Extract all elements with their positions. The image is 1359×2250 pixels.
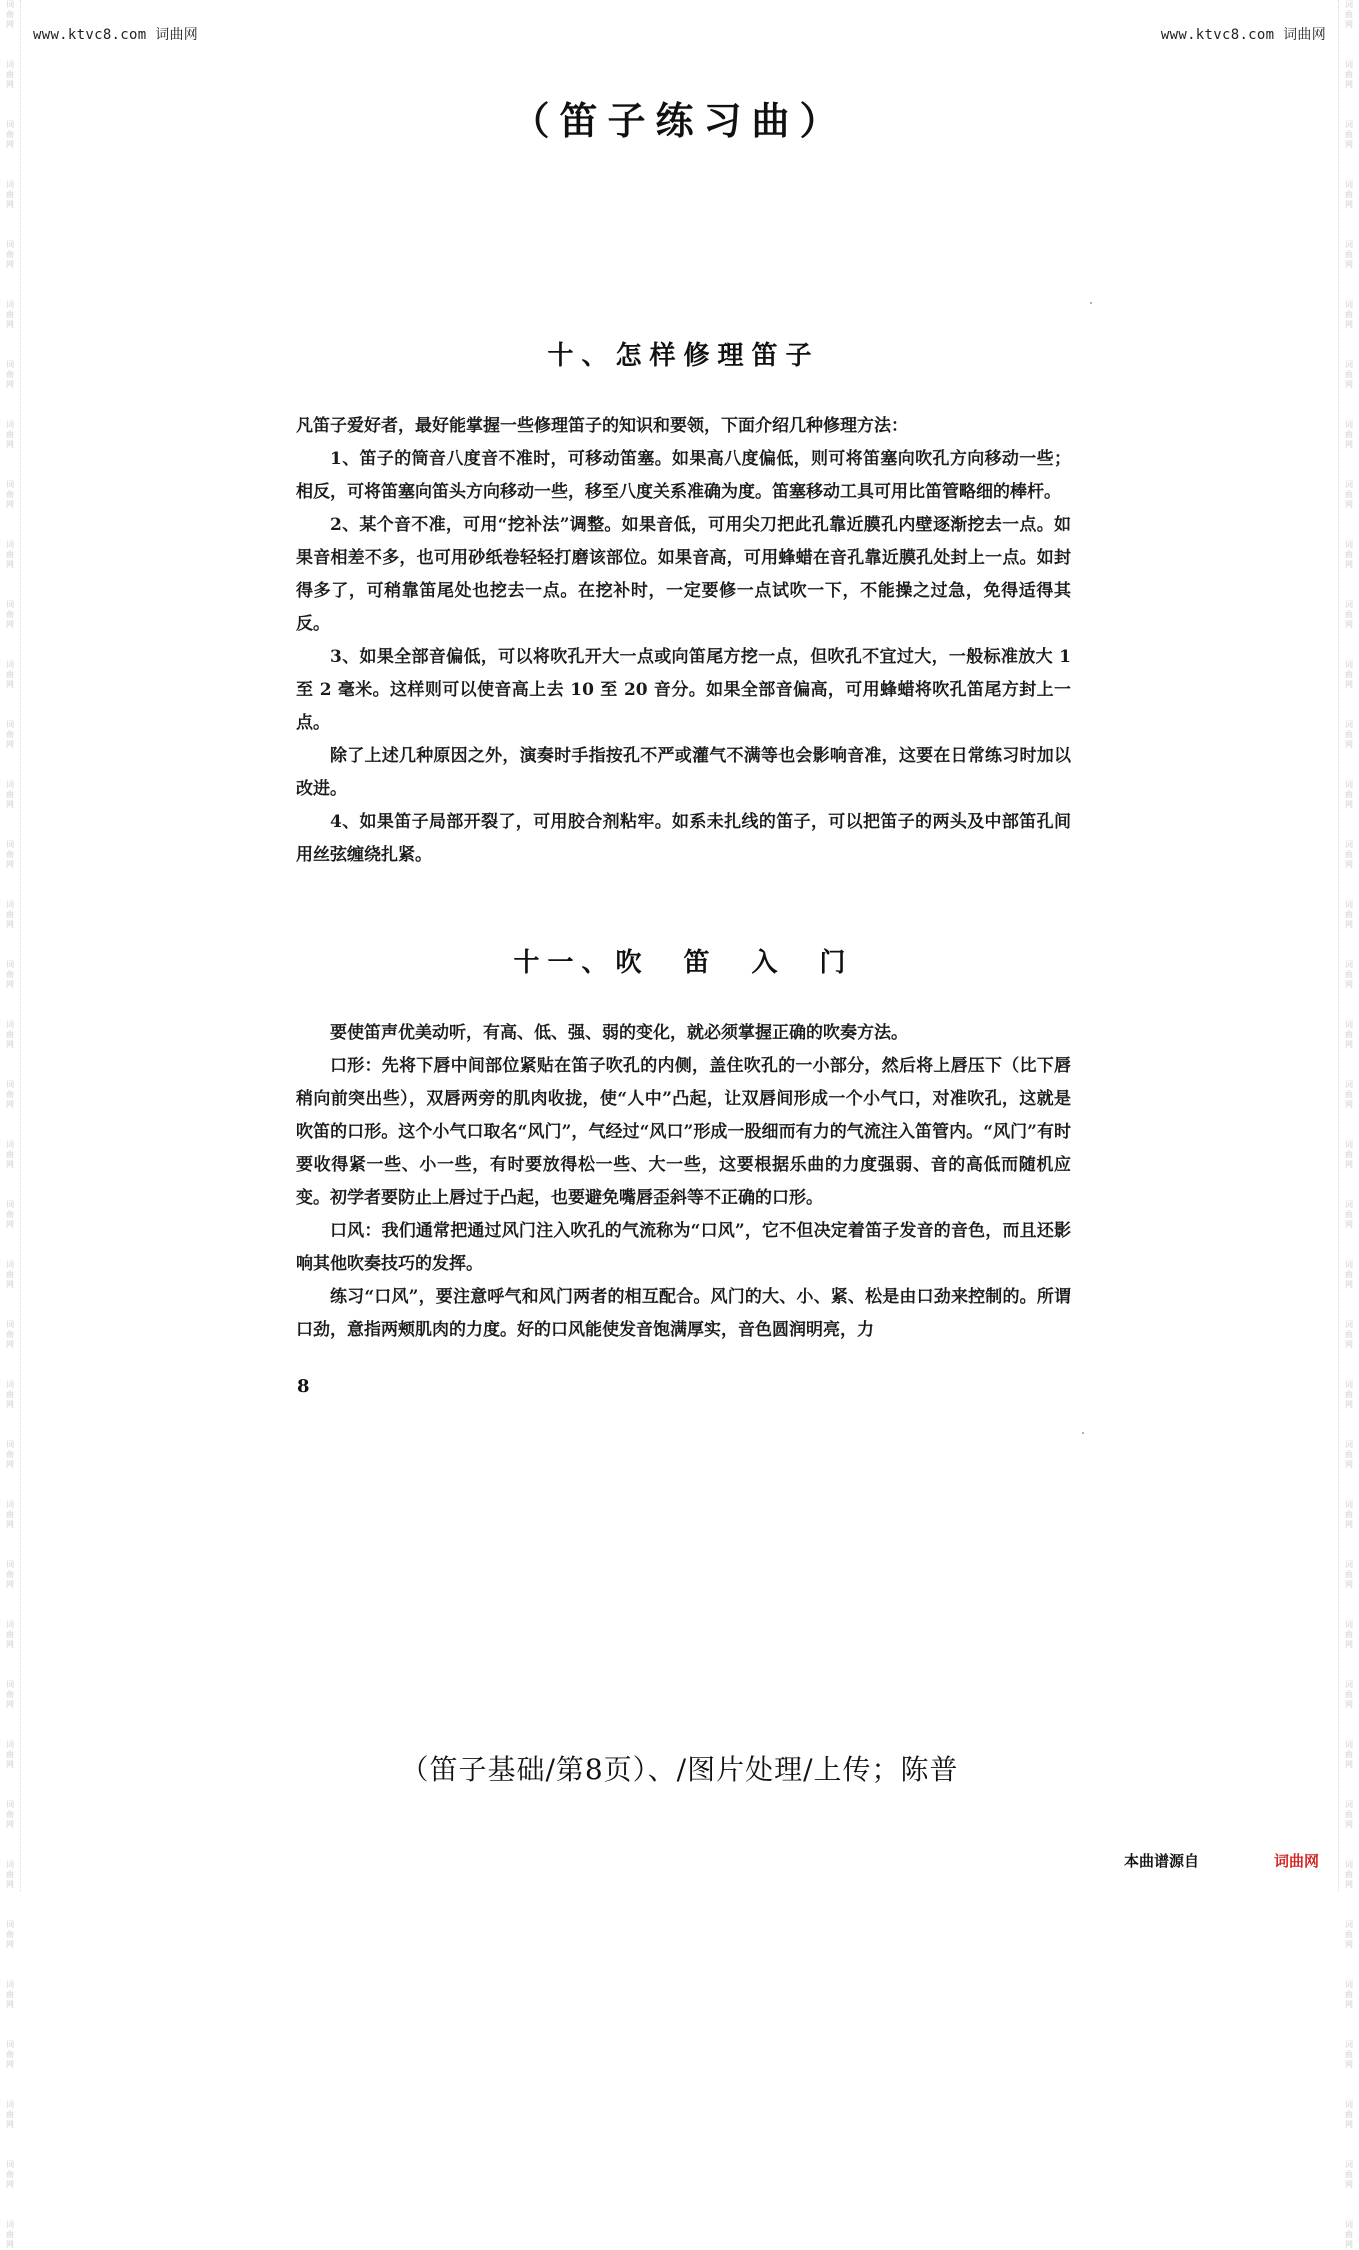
scan-speck xyxy=(1090,302,1092,304)
side-watermark-text: 词曲网 xyxy=(6,540,14,569)
side-watermark-text: 词曲网 xyxy=(1345,1140,1353,1169)
side-watermark-text: 词曲网 xyxy=(1345,960,1353,989)
side-watermark-text: 词曲网 xyxy=(1345,1620,1353,1649)
side-watermark-text: 词曲网 xyxy=(1345,1500,1353,1529)
right-watermark-strip xyxy=(1338,0,1359,2249)
side-watermark-text: 词曲网 xyxy=(6,1020,14,1049)
side-watermark-text: 词曲网 xyxy=(1345,1200,1353,1229)
side-watermark-text: 词曲网 xyxy=(6,0,14,29)
side-watermark-text: 词曲网 xyxy=(1345,2160,1353,2189)
side-watermark-text: 词曲网 xyxy=(6,360,14,389)
paragraph: 凡笛子爱好者，最好能掌握一些修理笛子的知识和要领，下面介绍几种修理方法： xyxy=(296,416,908,436)
side-watermark-text: 词曲网 xyxy=(6,2100,14,2129)
side-watermark-text: 词曲网 xyxy=(1345,1680,1353,1709)
side-watermark-text: 词曲网 xyxy=(6,240,14,269)
side-watermark-text: 词曲网 xyxy=(1345,1320,1353,1349)
side-watermark-text: 词曲网 xyxy=(6,420,14,449)
header-url-left[interactable]: www.ktvc8.com 词曲网 xyxy=(33,27,199,43)
side-watermark-text: 词曲网 xyxy=(6,1200,14,1229)
side-watermark-text: 词曲网 xyxy=(1345,2100,1353,2129)
side-watermark-text: 词曲网 xyxy=(1345,1260,1353,1289)
paragraph: 4、如果笛子局部开裂了，可用胶合剂粘牢。如系未扎线的笛子，可以把笛子的两头及中部笛孔间用丝弦缠绕扎紧。 xyxy=(296,812,1071,865)
upload-caption: （笛子基础/第8页）、/图片处理/上传；陈普 xyxy=(400,1753,959,1786)
section-repair xyxy=(296,335,1071,872)
paragraph: 2、某个音不准，可用“挖补法”调整。如果音低，可用尖刀把此孔靠近膜孔内壁逐渐挖去一点。如果音相差不多，也可用砂纸卷轻轻打磨该部位。如果音高，可用蜂蜡在音孔靠近膜孔处封上一点。如封得多了，可稍靠笛尾处也挖去一点。在挖补时，一定要修一点试吹一下，不能操之过急，免得适得其反。 xyxy=(296,515,1071,634)
side-watermark-text: 词曲网 xyxy=(6,900,14,929)
paragraph: 口形：先将下唇中间部位紧贴在笛子吹孔的内侧，盖住吹孔的一小部分，然后将上唇压下（比下唇稍向前突出些），双唇两旁的肌肉收拢，使“人中”凸起，让双唇间形成一个小气口，对准吹孔，这就是吹笛的口形。这个小气口取名“风门”，气经过“风口”形成一股细而有力的气流注入笛管内。“风门”有时要收得紧一些、小一些，有时要放得松一些、大一些，这要根据乐曲的力度强弱、音的高低而随机应变。初学者要防止上唇过于凸起，也要避免嘴唇歪斜等不正确的口形。 xyxy=(296,1056,1071,1208)
side-watermark-text: 词曲网 xyxy=(1345,840,1353,869)
side-watermark-text: 词曲网 xyxy=(6,600,14,629)
paragraph: 1、笛子的筒音八度音不准时，可移动笛塞。如果高八度偏低，则可将笛塞向吹孔方向移动一些；相反，可将笛塞向笛头方向移动一些，移至八度关系准确为度。笛塞移动工具可用比笛管略细的棒杆。 xyxy=(296,449,1071,502)
side-watermark-text: 词曲网 xyxy=(6,1560,14,1589)
left-watermark-strip xyxy=(0,0,21,2249)
side-watermark-text: 词曲网 xyxy=(6,180,14,209)
side-watermark-text: 词曲网 xyxy=(6,1500,14,1529)
page-number: 8 xyxy=(297,1376,310,1397)
side-watermark-text: 词曲网 xyxy=(6,480,14,509)
side-watermark-text: 词曲网 xyxy=(6,720,14,749)
side-watermark-text: 词曲网 xyxy=(6,1260,14,1289)
side-watermark-text: 词曲网 xyxy=(6,1800,14,1829)
side-watermark-text: 词曲网 xyxy=(1345,1980,1353,2009)
side-watermark-text: 词曲网 xyxy=(1345,900,1353,929)
paragraph: 要使笛声优美动听，有高、低、强、弱的变化，就必须掌握正确的吹奏方法。 xyxy=(330,1023,908,1043)
paragraph: 3、如果全部音偏低，可以将吹孔开大一点或向笛尾方挖一点，但吹孔不宜过大，一般标准放大 1 至 2 毫米。这样则可以使音高上去 10 至 20 音分。如果全部音偏高，可用蜂蜡将吹孔笛尾方封上一点。 xyxy=(296,647,1071,733)
side-watermark-text: 词曲网 xyxy=(6,1920,14,1949)
side-watermark-text: 词曲网 xyxy=(1345,180,1353,209)
side-watermark-text: 词曲网 xyxy=(6,2220,14,2249)
header-url-right[interactable]: www.ktvc8.com 词曲网 xyxy=(1160,27,1326,43)
side-watermark-text: 词曲网 xyxy=(6,120,14,149)
side-watermark-text: 词曲网 xyxy=(1345,120,1353,149)
side-watermark-text: 词曲网 xyxy=(6,1680,14,1709)
side-watermark-text: 词曲网 xyxy=(1345,1440,1353,1469)
scan-speck xyxy=(1082,1432,1084,1434)
side-watermark-text: 词曲网 xyxy=(1345,2040,1353,2069)
side-watermark-text: 词曲网 xyxy=(1345,540,1353,569)
side-watermark-text: 词曲网 xyxy=(1345,300,1353,329)
side-watermark-text: 词曲网 xyxy=(1345,360,1353,389)
side-watermark-text: 词曲网 xyxy=(6,1740,14,1769)
side-watermark-text: 词曲网 xyxy=(6,660,14,689)
side-watermark-text: 词曲网 xyxy=(6,840,14,869)
section-title: 十一、吹 笛 入 门 xyxy=(513,948,854,978)
side-watermark-text: 词曲网 xyxy=(1345,240,1353,269)
book-title: （笛子练习曲） xyxy=(511,98,848,143)
side-watermark-text: 词曲网 xyxy=(1345,780,1353,809)
side-watermark-text: 词曲网 xyxy=(1345,660,1353,689)
side-watermark-text: 词曲网 xyxy=(1345,60,1353,89)
side-watermark-text: 词曲网 xyxy=(1345,1800,1353,1829)
side-watermark-text: 词曲网 xyxy=(1345,0,1353,29)
side-watermark-text: 词曲网 xyxy=(1345,1860,1353,1889)
side-watermark-text: 词曲网 xyxy=(6,1860,14,1889)
side-watermark-text: 词曲网 xyxy=(6,1380,14,1409)
footer-source-label: 本曲谱源自 xyxy=(1123,1852,1199,1870)
side-watermark-text: 词曲网 xyxy=(1345,600,1353,629)
side-watermark-text: 词曲网 xyxy=(6,300,14,329)
side-watermark-text: 词曲网 xyxy=(6,2040,14,2069)
side-watermark-text: 词曲网 xyxy=(6,1080,14,1109)
side-watermark-text: 词曲网 xyxy=(6,1140,14,1169)
side-watermark-text: 词曲网 xyxy=(6,1620,14,1649)
side-watermark-text: 词曲网 xyxy=(6,960,14,989)
side-watermark-text: 词曲网 xyxy=(1345,1560,1353,1589)
side-watermark-text: 词曲网 xyxy=(1345,1740,1353,1769)
paragraph: 除了上述几种原因之外，演奏时手指按孔不严或灌气不满等也会影响音准，这要在日常练习时加以改进。 xyxy=(296,746,1071,799)
side-watermark-text: 词曲网 xyxy=(6,60,14,89)
footer-brand-link[interactable]: 词曲网 xyxy=(1273,1852,1319,1870)
side-watermark-text: 词曲网 xyxy=(6,2160,14,2189)
side-watermark-text: 词曲网 xyxy=(1345,2220,1353,2249)
side-watermark-text: 词曲网 xyxy=(1345,1380,1353,1409)
side-watermark-text: 词曲网 xyxy=(6,1320,14,1349)
side-watermark-text: 词曲网 xyxy=(6,1980,14,2009)
side-watermark-text: 词曲网 xyxy=(6,1440,14,1469)
side-watermark-text: 词曲网 xyxy=(1345,1020,1353,1049)
side-watermark-text: 词曲网 xyxy=(1345,480,1353,509)
paragraph: 口风：我们通常把通过风门注入吹孔的气流称为“口风”，它不但决定着笛子发音的音色，而且还影响其他吹奏技巧的发挥。 xyxy=(296,1221,1071,1274)
side-watermark-text: 词曲网 xyxy=(1345,720,1353,749)
side-watermark-text: 词曲网 xyxy=(6,780,14,809)
side-watermark-text: 词曲网 xyxy=(1345,420,1353,449)
side-watermark-text: 词曲网 xyxy=(1345,1080,1353,1109)
paragraph: 练习“口风”，要注意呼气和风门两者的相互配合。风门的大、小、紧、松是由口劲来控制的。所谓口劲，意指两颊肌肉的力度。好的口风能使发音饱满厚实，音色圆润明亮，力 xyxy=(296,1287,1071,1340)
section-intro xyxy=(296,942,1071,1347)
section-title: 十、怎样修理笛子 xyxy=(547,341,820,371)
side-watermark-text: 词曲网 xyxy=(1345,1920,1353,1949)
